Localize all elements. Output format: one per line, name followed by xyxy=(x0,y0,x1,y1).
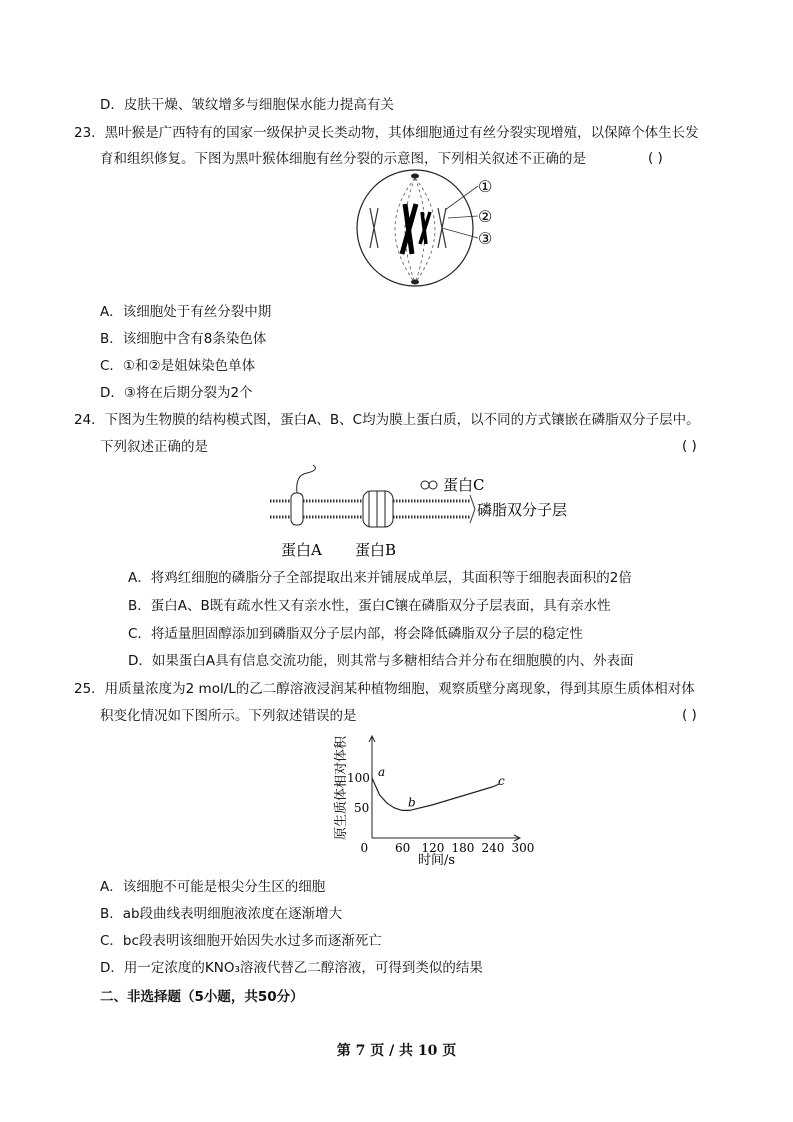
q23-answer-paren: ( ) xyxy=(648,150,663,166)
x-tick-label: 120 xyxy=(421,841,445,855)
x-tick-label: 0 xyxy=(360,841,369,855)
x-tick-label: 240 xyxy=(481,841,505,855)
y-axis xyxy=(369,736,375,838)
point-label-c: c xyxy=(498,774,505,788)
q24-option-d: D．如果蛋白A具有信息交流功能，则其常与多糖相结合并分布在细胞膜的内、外表面 xyxy=(128,653,634,669)
q25-option-b: B．ab段曲线表明细胞液浓度在逐渐增大 xyxy=(100,906,343,922)
q25-option-a: A．该细胞不可能是根尖分生区的细胞 xyxy=(100,879,326,895)
q24-option-a: A．将鸡红细胞的磷脂分子全部提取出来并铺展成单层，其面积等于细胞表面积的2倍 xyxy=(128,570,632,586)
x-axis-label: 时间/s xyxy=(418,853,456,868)
x-tick-label: 180 xyxy=(451,841,475,855)
q24-stem: 24．下图为生物膜的结构模式图，蛋白A、B、C均为膜上蛋白质，以不同的方式镶嵌在磷脂双分子层中。 xyxy=(74,412,700,428)
protoplast-volume-chart xyxy=(330,732,535,870)
membrane-figure xyxy=(265,465,595,565)
q25-stem-cont: 积变化情况如下图所示。下列叙述错误的是 xyxy=(100,708,357,724)
x-tick-label: 60 xyxy=(395,841,411,855)
label-3: ③ xyxy=(478,229,493,248)
label-1: ① xyxy=(478,177,493,196)
section-heading: 二、非选择题（5小题，共50分） xyxy=(100,989,304,1005)
x-tick-label: 300 xyxy=(511,841,535,855)
q24-option-c: C．将适量胆固醇添加到磷脂双分子层内部，将会降低磷脂双分子层的稳定性 xyxy=(128,626,583,642)
q23-option-c: C．①和②是姐妹染色单体 xyxy=(100,358,256,374)
series-line xyxy=(372,778,500,810)
label-protein-a: 蛋白A xyxy=(281,541,322,559)
mitosis-figure xyxy=(350,168,510,298)
point-label-a: a xyxy=(378,765,386,779)
q23-stem-cont: 育和组织修复。下图为黑叶猴体细胞有丝分裂的示意图，下列相关叙述不正确的是 xyxy=(100,151,586,167)
q24-answer-paren: ( ) xyxy=(682,438,697,454)
label-protein-b: 蛋白B xyxy=(355,541,397,559)
q23-stem: 23．黑叶猴是广西特有的国家一级保护灵长类动物，其体细胞通过有丝分裂实现增殖，以保障个体生长发 xyxy=(74,125,699,141)
point-label-b: b xyxy=(408,795,416,810)
q25-stem: 25．用质量浓度为2 mol/L的乙二醇溶液浸润某种植物细胞，观察质壁分离现象，得到其原生质体相对体 xyxy=(74,681,695,697)
page-footer: 第 7 页 / 共 10 页 xyxy=(336,1043,457,1059)
q24-stem-cont: 下列叙述正确的是 xyxy=(100,439,208,455)
q23-option-a: A．该细胞处于有丝分裂中期 xyxy=(100,304,272,320)
q25-answer-paren: ( ) xyxy=(682,707,697,723)
label-bilayer: 磷脂双分子层 xyxy=(477,501,568,519)
y-tick-label: 100 xyxy=(347,771,370,785)
label-protein-c: 蛋白C xyxy=(443,476,485,494)
q25-option-d: D．用一定浓度的KNO₃溶液代替乙二醇溶液，可得到类似的结果 xyxy=(100,960,483,976)
q23-option-b: B．该细胞中含有8条染色体 xyxy=(100,331,267,347)
q25-option-c: C．bc段表明该细胞开始因失水过多而逐渐死亡 xyxy=(100,933,382,949)
y-axis-label: 原生质体相对体积 xyxy=(334,735,349,840)
q22-option-d: D．皮肤干燥、皱纹增多与细胞保水能力提高有关 xyxy=(100,97,394,113)
y-tick-label: 50 xyxy=(354,801,370,815)
q24-option-b: B．蛋白A、B既有疏水性又有亲水性，蛋白C镶在磷脂双分子层表面，具有亲水性 xyxy=(128,598,611,614)
q23-option-d: D．③将在后期分裂为2个 xyxy=(100,385,253,401)
label-2: ② xyxy=(478,207,493,226)
